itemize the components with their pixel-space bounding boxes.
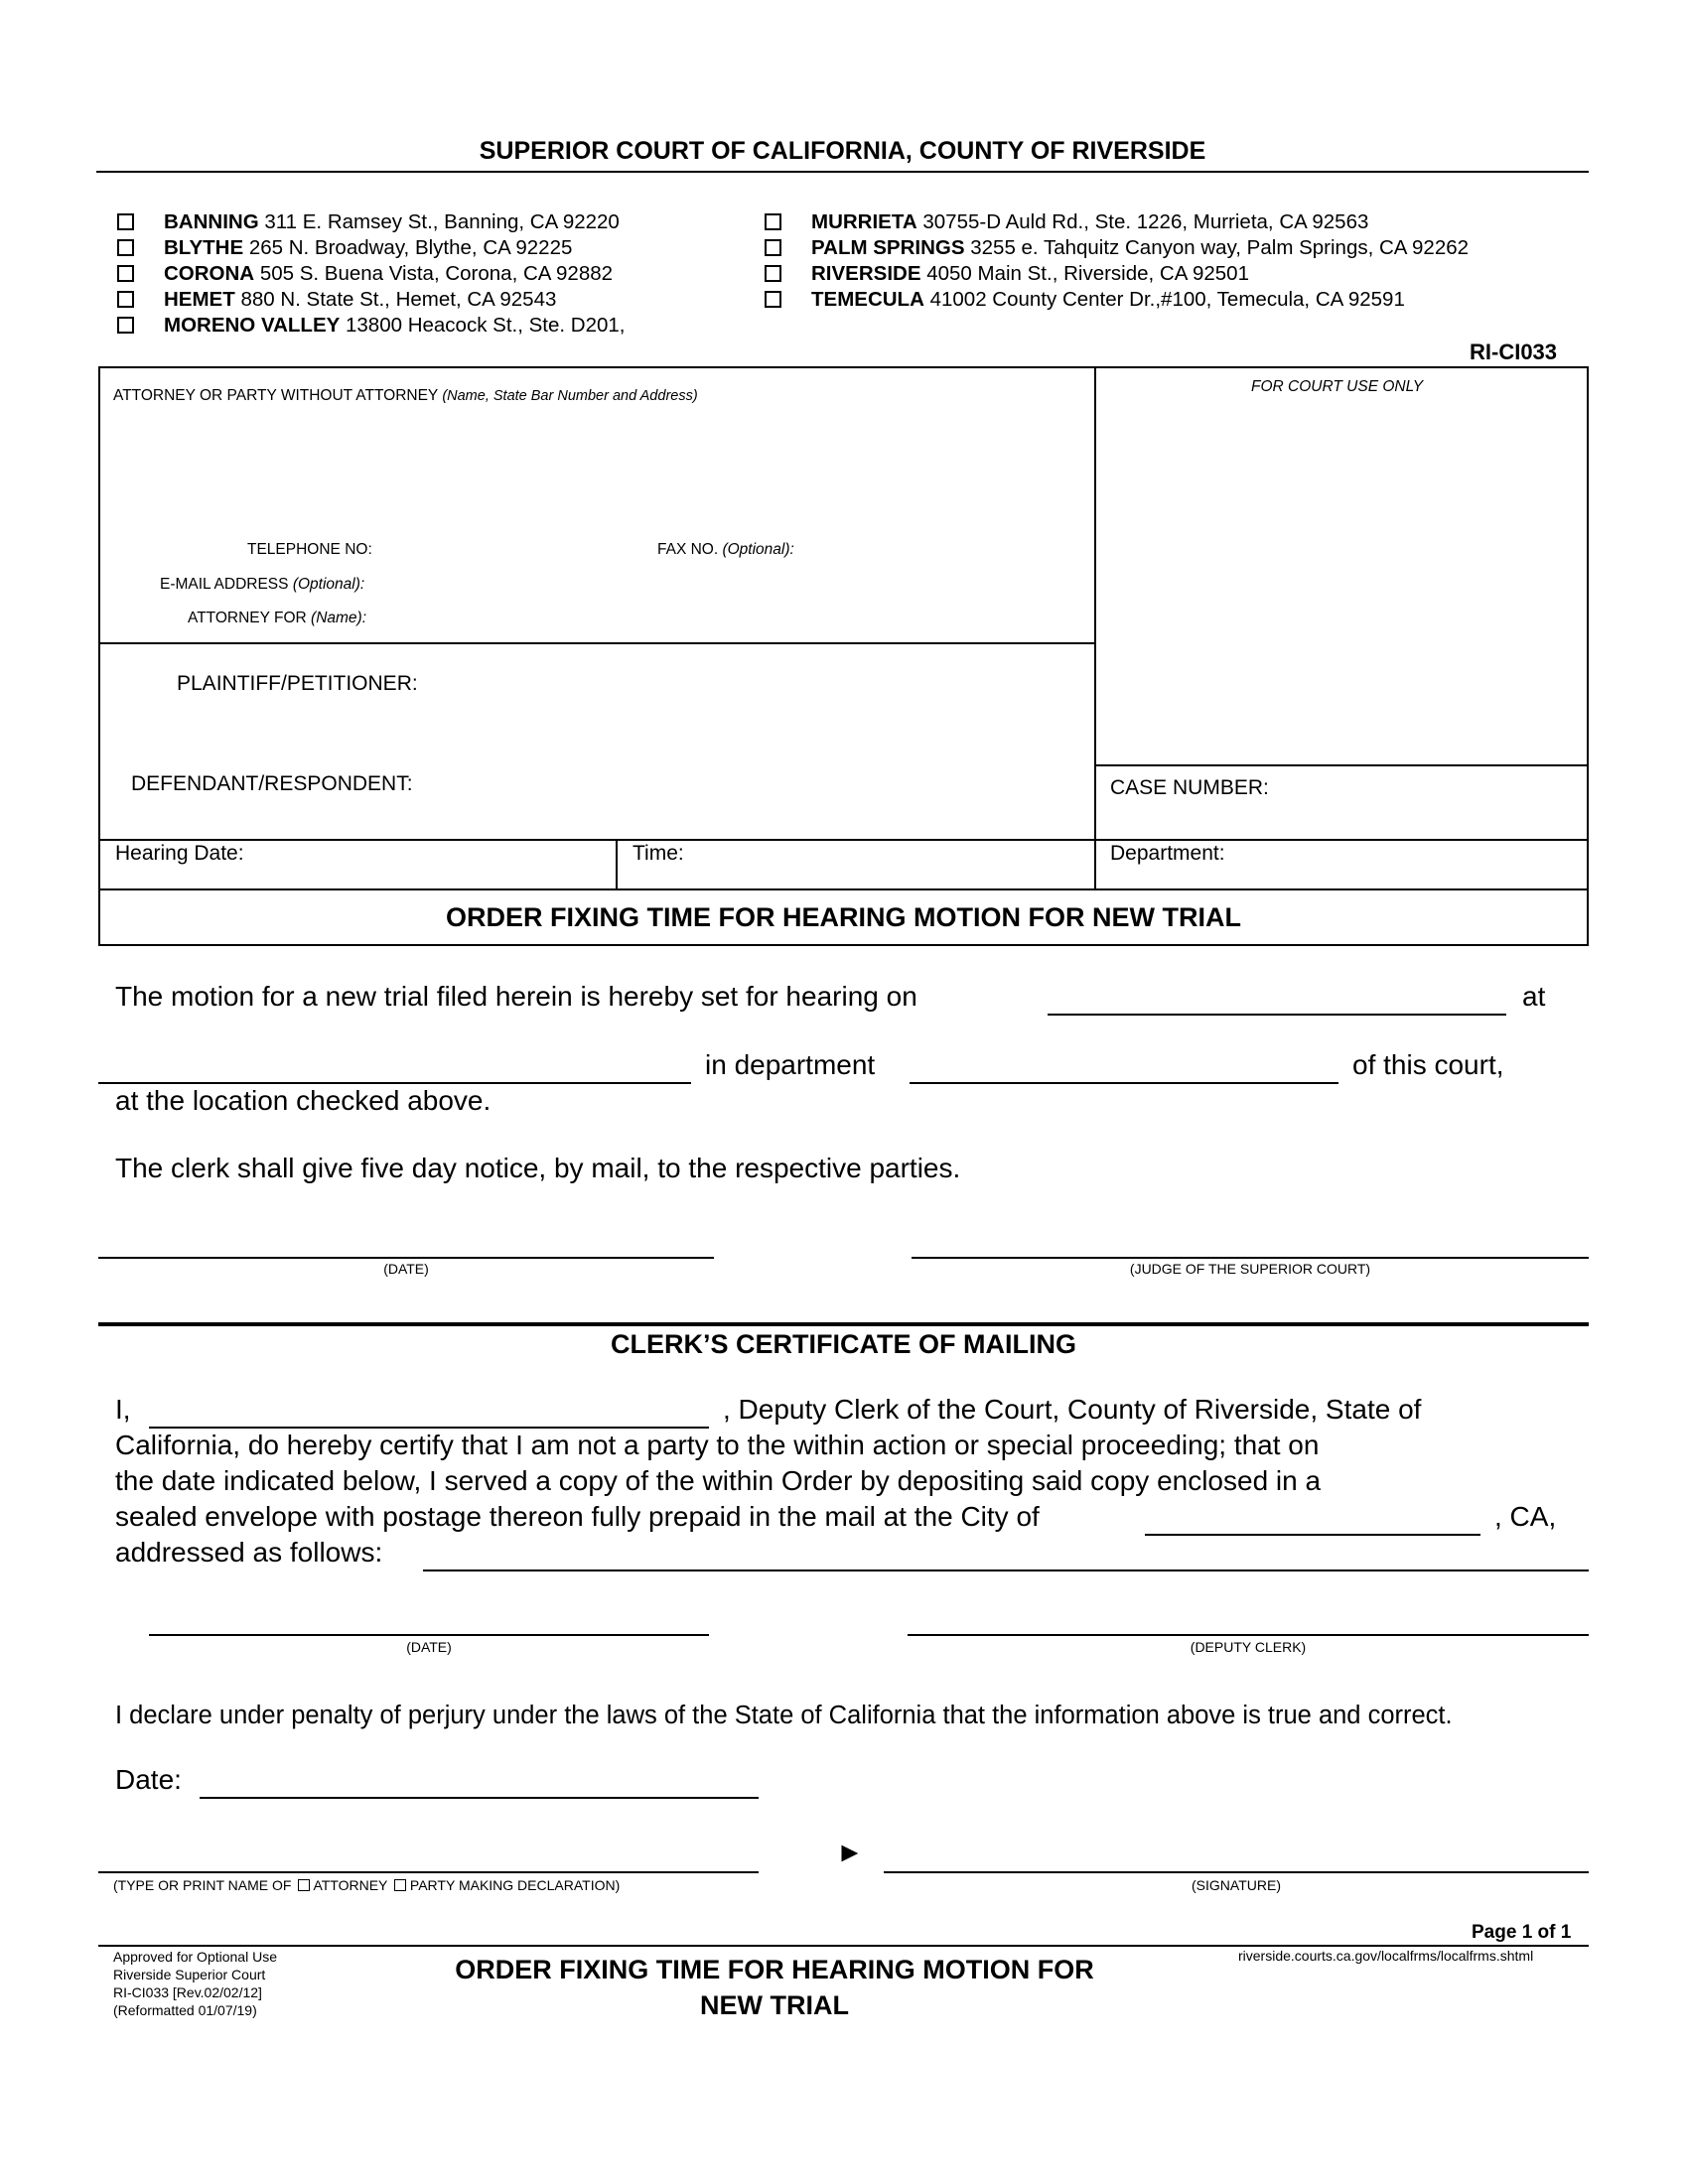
form-number: RI-CI033 <box>1470 340 1558 364</box>
certificate-line-1-i: I, <box>115 1394 131 1425</box>
judge-signature-line[interactable] <box>912 1257 1589 1259</box>
certificate-line-4: sealed envelope with postage thereon fully prepaid in the mail at the City of <box>115 1501 1040 1532</box>
certificate-line-5: addressed as follows: <box>115 1537 383 1568</box>
certificate-line-2: California, do hereby certify that I am not a party to the within action or special proceeding; that on <box>115 1430 1320 1460</box>
certificate-line-3: the date indicated below, I served a copy of the within Order by depositing said copy enclosed in a <box>115 1465 1322 1496</box>
declaration-date-label: Date: <box>115 1764 182 1795</box>
court-title: SUPERIOR COURT OF CALIFORNIA, COUNTY OF RIVERSIDE <box>479 137 1206 165</box>
printed-name-line[interactable] <box>98 1871 759 1873</box>
order-line-4: The clerk shall give five day notice, by mail, to the respective parties. <box>115 1153 961 1183</box>
order-line-1: The motion for a new trial filed herein is hereby set for hearing on <box>115 981 917 1012</box>
location-checkbox-temecula[interactable] <box>765 291 781 308</box>
order-line-3: at the location checked above. <box>115 1085 492 1116</box>
location-checkbox-murrieta[interactable] <box>765 213 781 230</box>
location-banning: BANNING 311 E. Ramsey St., Banning, CA 92220 <box>164 210 620 233</box>
signature-arrow-icon: ► <box>836 1837 864 1867</box>
location-checkbox-corona[interactable] <box>117 265 134 282</box>
location-checkbox-riverside[interactable] <box>765 265 781 282</box>
page-number: Page 1 of 1 <box>1472 1922 1572 1943</box>
declaration-date-blank[interactable] <box>200 1797 759 1799</box>
fax-label: FAX NO. (Optional): <box>657 541 794 558</box>
email-label: E-MAIL ADDRESS (Optional): <box>160 576 365 593</box>
telephone-label: TELEPHONE NO: <box>247 541 372 558</box>
printed-name-caption: (TYPE OR PRINT NAME OF ATTORNEY PARTY MAKING DECLARATION) <box>113 1877 621 1893</box>
certificate-line-1: , Deputy Clerk of the Court, County of Riverside, State of <box>723 1394 1422 1425</box>
footer-title: ORDER FIXING TIME FOR HEARING MOTION FOR NEW TRIAL <box>455 1955 1094 2020</box>
city-blank[interactable] <box>1145 1534 1480 1536</box>
hearing-date-label: Hearing Date: <box>115 842 244 865</box>
certificate-date-caption: (DATE) <box>406 1639 452 1655</box>
location-temecula: TEMECULA 41002 County Center Dr.,#100, Temecula, CA 92591 <box>811 288 1405 311</box>
deputy-clerk-caption: (DEPUTY CLERK) <box>1190 1639 1307 1655</box>
signature-caption: (SIGNATURE) <box>1192 1877 1281 1893</box>
footer-rule <box>98 1945 1589 1947</box>
department-label: Department: <box>1110 842 1225 865</box>
certificate-title: CLERK’S CERTIFICATE OF MAILING <box>611 1329 1076 1359</box>
attorney-for-label: ATTORNEY FOR (Name): <box>188 610 367 626</box>
court-use-label: FOR COURT USE ONLY <box>1251 378 1424 395</box>
time-label: Time: <box>633 842 684 865</box>
footer-url[interactable]: riverside.courts.ca.gov/localfrms/localfrms.shtml <box>1238 1948 1534 1964</box>
judge-caption: (JUDGE OF THE SUPERIOR COURT) <box>1129 1261 1371 1277</box>
location-corona: CORONA 505 S. Buena Vista, Corona, CA 92882 <box>164 262 614 285</box>
order-title: ORDER FIXING TIME FOR HEARING MOTION FOR NEW TRIAL <box>98 888 1589 946</box>
order-line-1-at: at <box>1522 981 1546 1012</box>
attorney-checkbox[interactable] <box>298 1879 310 1891</box>
order-date-caption: (DATE) <box>383 1261 429 1277</box>
certificate-date-line[interactable] <box>149 1634 709 1636</box>
order-line-2-dept: in department <box>705 1049 876 1080</box>
deputy-clerk-signature-line[interactable] <box>908 1634 1589 1636</box>
defendant-label: DEFENDANT/RESPONDENT: <box>131 772 413 795</box>
party-checkbox[interactable] <box>394 1879 406 1891</box>
location-checkbox-banning[interactable] <box>117 213 134 230</box>
hearing-date-blank[interactable] <box>1048 1014 1506 1016</box>
location-checkbox-hemet[interactable] <box>117 291 134 308</box>
location-riverside: RIVERSIDE 4050 Main St., Riverside, CA 92501 <box>811 262 1249 285</box>
signature-line[interactable] <box>884 1871 1589 1873</box>
location-blythe: BLYTHE 265 N. Broadway, Blythe, CA 92225 <box>164 236 573 259</box>
location-palm-springs: PALM SPRINGS 3255 e. Tahquitz Canyon way, Palm Springs, CA 92262 <box>811 236 1470 259</box>
location-checkbox-palm-springs[interactable] <box>765 239 781 256</box>
approval-block: Approved for Optional Use Riverside Superior Court RI-CI033 [Rev.02/02/12] (Reformatted 01/07/19) <box>113 1949 277 2018</box>
address-blank[interactable] <box>423 1570 1589 1571</box>
section-divider <box>98 1322 1589 1326</box>
order-line-2-court: of this court, <box>1352 1049 1504 1080</box>
attorney-label: ATTORNEY OR PARTY WITHOUT ATTORNEY (Name, State Bar Number and Address) <box>113 387 698 404</box>
plaintiff-label: PLAINTIFF/PETITIONER: <box>177 672 418 695</box>
order-date-line[interactable] <box>98 1257 714 1259</box>
location-moreno-valley: MORENO VALLEY 13800 Heacock St., Ste. D201, <box>164 314 626 337</box>
location-checkbox-blythe[interactable] <box>117 239 134 256</box>
header-rule <box>96 171 1589 173</box>
department-blank[interactable] <box>910 1082 1338 1084</box>
location-murrieta: MURRIETA 30755-D Auld Rd., Ste. 1226, Murrieta, CA 92563 <box>811 210 1369 233</box>
case-number-label: CASE NUMBER: <box>1110 776 1269 799</box>
caption-box <box>98 366 1589 890</box>
declaration-text: I declare under penalty of perjury under the laws of the State of California that the information above is true and correct. <box>115 1702 1453 1729</box>
location-hemet: HEMET 880 N. State St., Hemet, CA 92543 <box>164 288 557 311</box>
certificate-line-4-ca: , CA, <box>1494 1501 1557 1532</box>
location-checkbox-moreno-valley[interactable] <box>117 317 134 334</box>
